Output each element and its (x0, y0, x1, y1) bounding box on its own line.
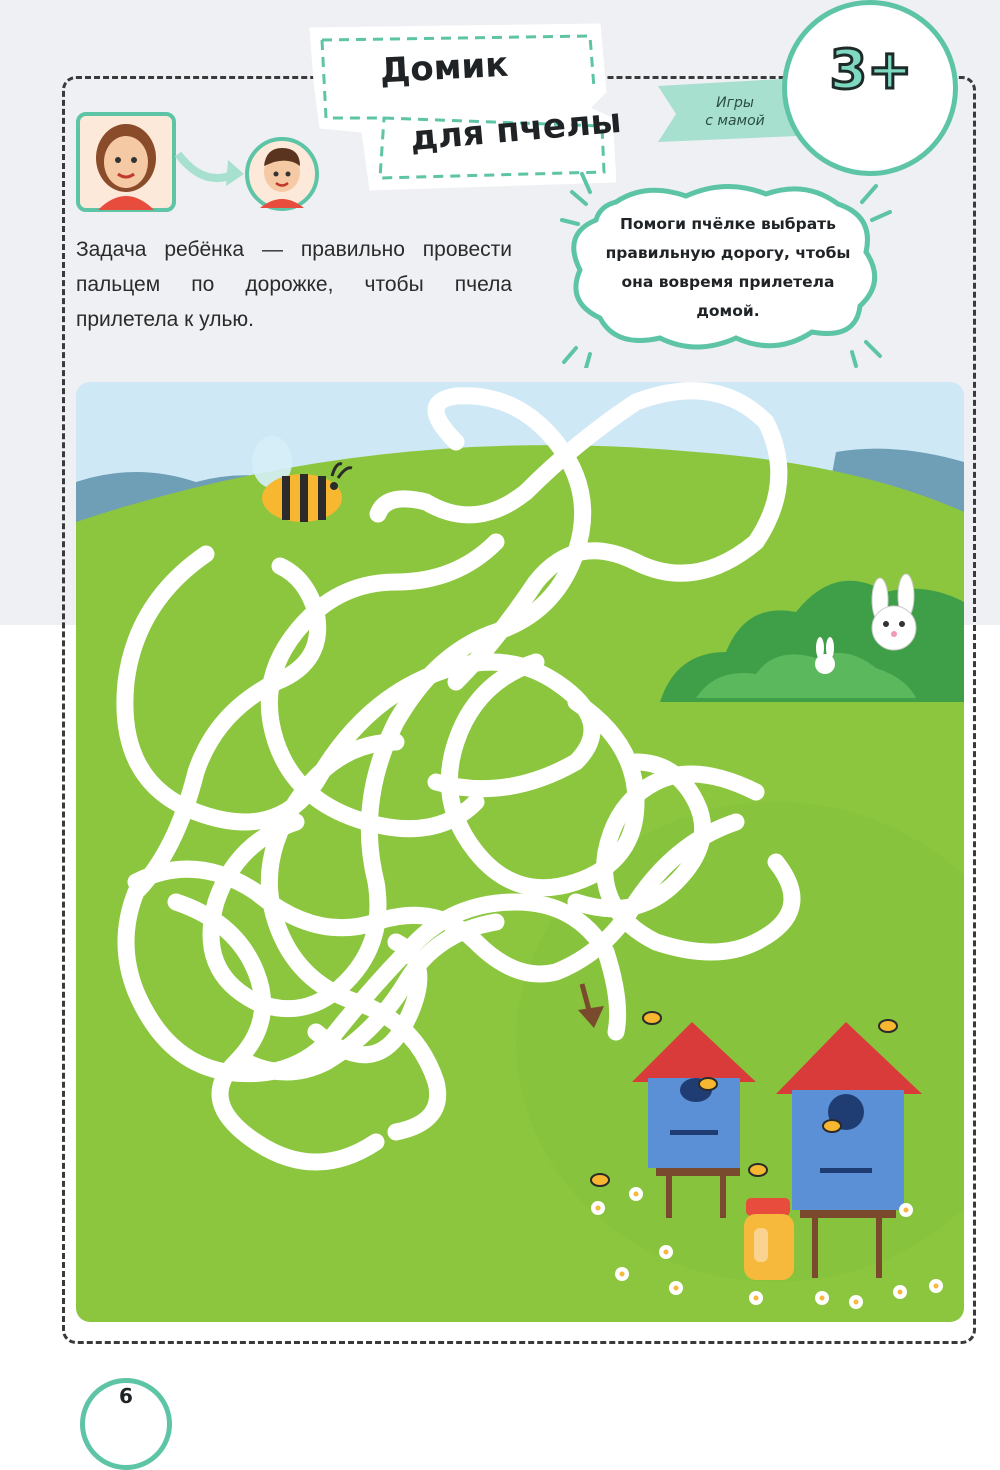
maze-panel (76, 382, 964, 1322)
honey-jar-icon (744, 1198, 794, 1280)
category-line1: Игры (716, 95, 754, 111)
arrow-icon (174, 148, 248, 198)
page-title-line1: Домик (379, 44, 510, 92)
maze-scene (76, 382, 964, 1322)
category-line2: с мамой (705, 113, 765, 129)
bubble-instruction: Помоги пчёлке выбрать правильную дорогу, чтобы она вовремя прилетела домой. (605, 215, 851, 320)
category-label (690, 94, 780, 130)
page-title-line2: для пчелы (408, 100, 623, 160)
age-badge-text: 3+ (829, 38, 913, 101)
page-number: 6 (119, 1384, 133, 1408)
task-description: Задача ребёнка — правильно провести пальцем по дорожке, чтобы пчела прилетела к улью. (76, 238, 512, 331)
mother-avatar-icon (76, 112, 176, 212)
child-avatar-icon (244, 136, 320, 212)
